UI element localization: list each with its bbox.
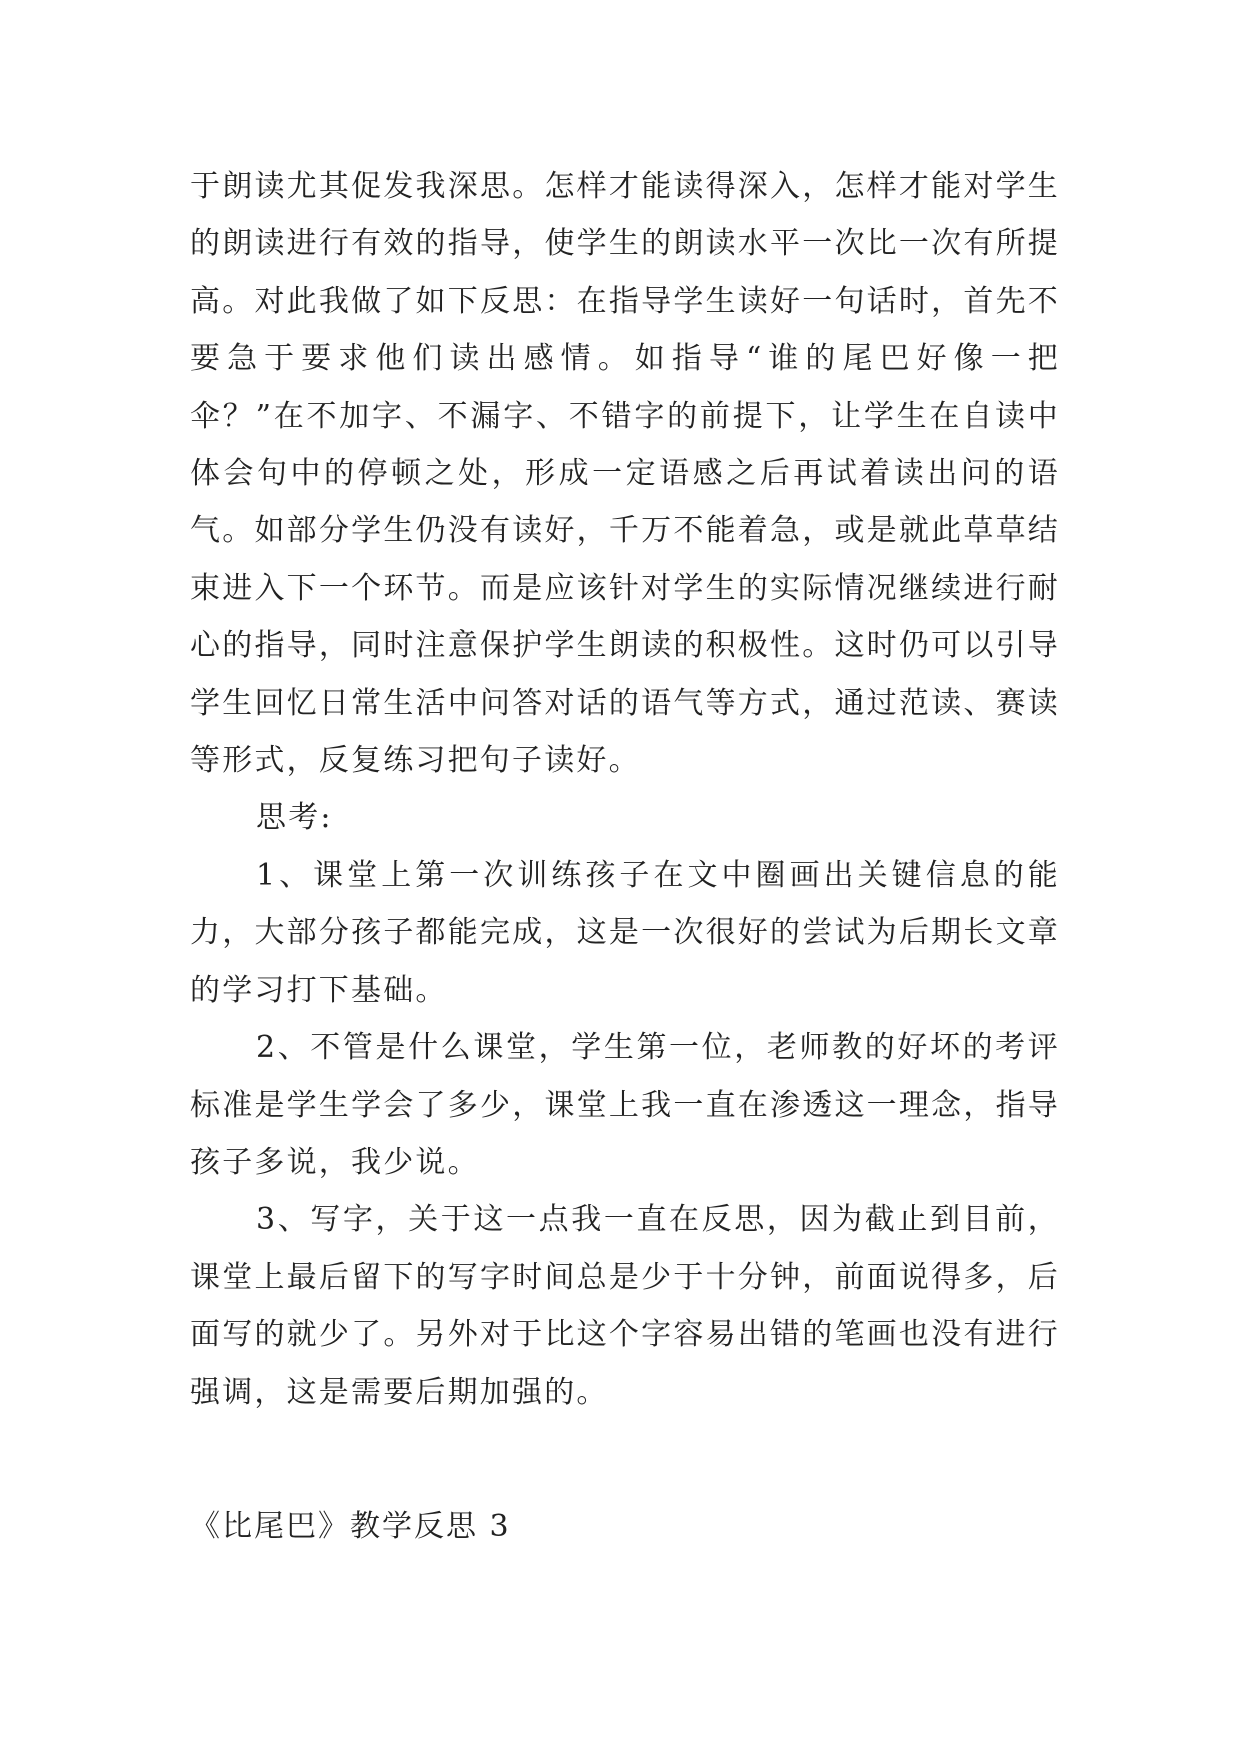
document-body xyxy=(190,158,1060,1421)
paragraph-reading-reflection: 于朗读尤其促发我深思。怎样才能读得深入，怎样才能对学生的朗读进行有效的指导，使学生的朗读水平一次比一次有所提高。对此我做了如下反思：在指导学生读好一句话时，首先不要急于要求他们读出感情。如指导“谁的尾巴好像一把伞？”在不加字、不漏字、不错字的前提下，让学生在自读中体会句中的停顿之处，形成一定语感之后再试着读出问的语气。如部分学生仍没有读好，千万不能着急，或是就此草草结束进入下一个环节。而是应该针对学生的实际情况继续进行耐心的指导，同时注意保护学生朗读的积极性。这时仍可以引导学生回忆日常生活中问答对话的语气等方式，通过范读、赛读等形式，反复练习把句子读好。 xyxy=(190,169,1060,779)
paragraph-point-3: 3、写字，关于这一点我一直在反思，因为截止到目前，课堂上最后留下的写字时间总是少于十分钟，前面说得多，后面写的就少了。另外对于比这个字容易出错的笔画也没有进行强调，这是需要后期加强的。 xyxy=(190,1202,1060,1410)
paragraph-point-2: 2、不管是什么课堂，学生第一位，老师教的好坏的考评标准是学生学会了多少，课堂上我一直在渗透这一理念，指导孩子多说，我少说。 xyxy=(190,1030,1060,1180)
section-heading: 《比尾巴》教学反思 3 xyxy=(190,1509,511,1544)
paragraph-thinking-label: 思考: xyxy=(256,800,333,836)
paragraph-point-1: 1、课堂上第一次训练孩子在文中圈画出关键信息的能力，大部分孩子都能完成，这是一次很好的尝试为后期长文章的学习打下基础。 xyxy=(190,857,1060,1008)
